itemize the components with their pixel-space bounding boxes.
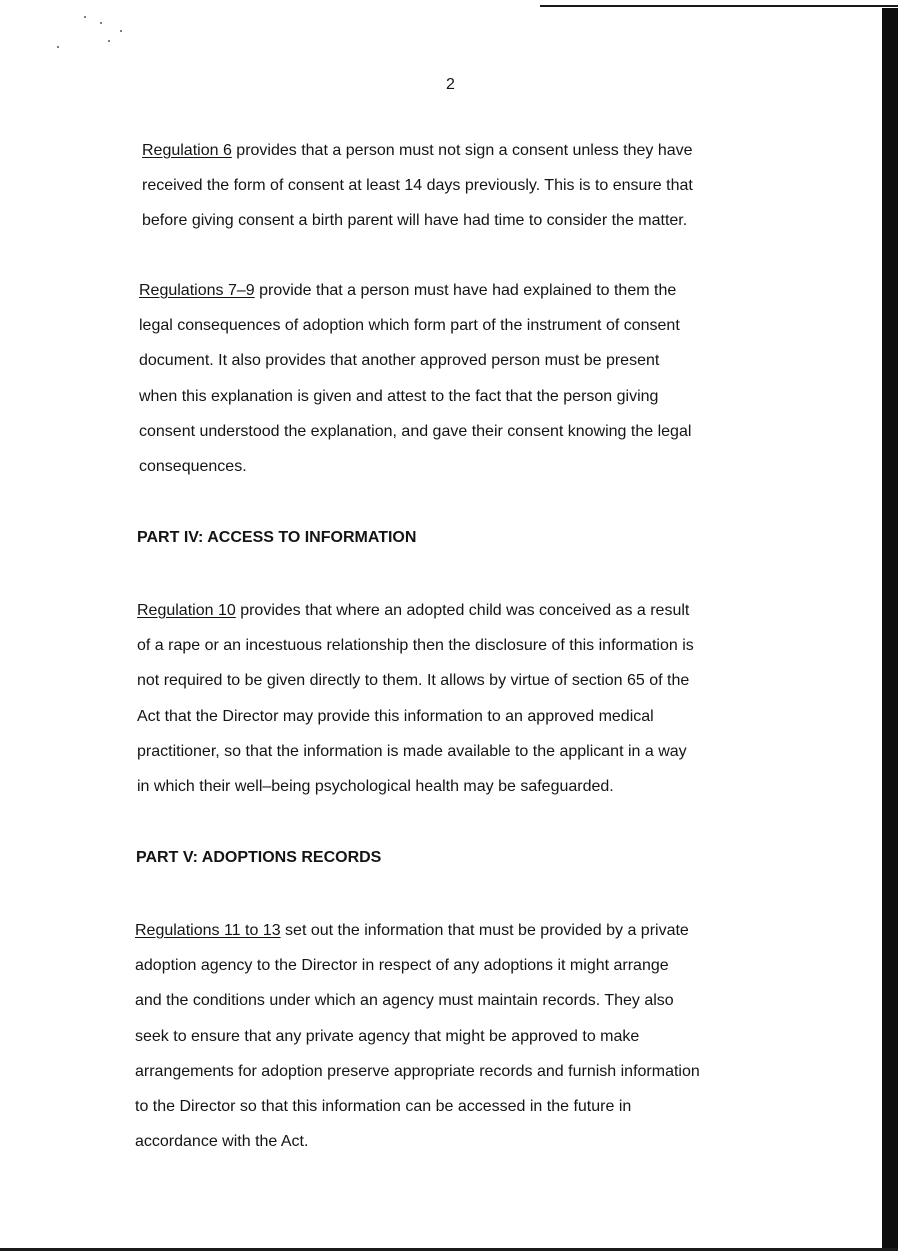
- scan-speck: [57, 46, 59, 48]
- paragraph-regulation-10: [137, 593, 694, 804]
- paragraph-line: consequences.: [139, 458, 247, 476]
- paragraph-line: of a rape or an incestuous relationship then the disclosure of this information is: [137, 637, 694, 655]
- scan-speck: [100, 22, 102, 24]
- paragraph-line: document. It also provides that another approved person must be present: [139, 352, 660, 370]
- paragraph-line: not required to be given directly to them. It allows by virtue of section 65 of the: [137, 672, 690, 690]
- paragraph-line: Regulation 10 provides that where an adopted child was conceived as a result: [137, 602, 690, 619]
- paragraph-regulations-7-9: [139, 273, 691, 484]
- paragraph-line: Regulations 11 to 13 set out the information that must be provided by a private: [135, 922, 689, 939]
- regulation-reference: Regulation 10: [137, 602, 236, 619]
- paragraph-line: in which their well–being psychological health may be safeguarded.: [137, 778, 614, 796]
- paragraph-line: Regulation 6 provides that a person must not sign a consent unless they have: [142, 142, 693, 159]
- scan-speck: [84, 16, 86, 18]
- section-heading-part-iv: PART IV: ACCESS TO INFORMATION: [137, 529, 417, 546]
- paragraph-line: adoption agency to the Director in respect of any adoptions it might arrange: [135, 957, 669, 975]
- paragraph-line: received the form of consent at least 14 days previously. This is to ensure that: [142, 177, 693, 195]
- page-number: 2: [446, 76, 455, 93]
- scan-edge-right: [882, 8, 898, 1250]
- section-heading-part-v: PART V: ADOPTIONS RECORDS: [136, 849, 382, 866]
- paragraph-line: consent understood the explanation, and gave their consent knowing the legal: [139, 422, 692, 440]
- paragraph-line: legal consequences of adoption which form part of the instrument of consent: [139, 317, 680, 335]
- scan-speck: [108, 40, 110, 42]
- scan-edge-bottom: [0, 1248, 898, 1251]
- paragraph-line: when this explanation is given and attest to the fact that the person giving: [139, 387, 659, 405]
- paragraph-line: practitioner, so that the information is made available to the applicant in a way: [137, 742, 687, 760]
- scan-edge-top: [540, 5, 898, 7]
- paragraph-regulation-6: [142, 133, 693, 239]
- paragraph-regulations-11-13: [135, 913, 700, 1159]
- regulation-reference: Regulations 11 to 13: [135, 922, 281, 939]
- paragraph-line: accordance with the Act.: [135, 1133, 309, 1151]
- paragraph-line: Act that the Director may provide this information to an approved medical: [137, 707, 654, 725]
- paragraph-line: and the conditions under which an agency must maintain records. They also: [135, 992, 674, 1010]
- regulation-reference: Regulation 6: [142, 142, 232, 159]
- paragraph-line: seek to ensure that any private agency that might be approved to make: [135, 1027, 640, 1045]
- paragraph-line: before giving consent a birth parent will have had time to consider the matter.: [142, 212, 688, 230]
- scan-speck: [120, 30, 122, 32]
- regulation-reference: Regulations 7–9: [139, 282, 255, 299]
- paragraph-line: to the Director so that this information can be accessed in the future in: [135, 1098, 632, 1116]
- paragraph-line: arrangements for adoption preserve appropriate records and furnish information: [135, 1062, 700, 1080]
- paragraph-line: Regulations 7–9 provide that a person must have had explained to them the: [139, 282, 677, 299]
